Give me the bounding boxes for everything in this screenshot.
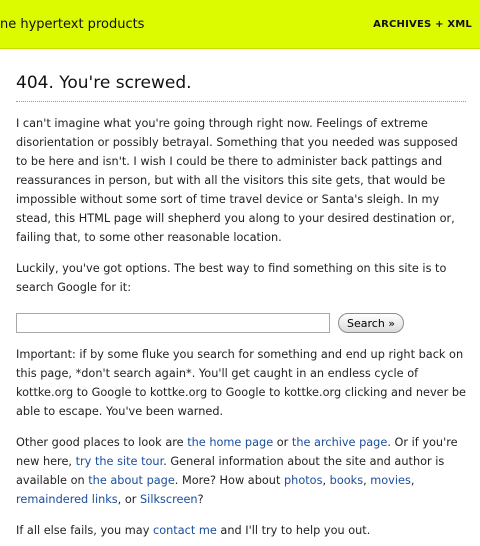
site-tour-link[interactable]: try the site tour <box>75 455 164 468</box>
home-page-link[interactable]: the home page <box>187 436 274 449</box>
warning-paragraph: Important: if by some fluke you search for something and end up right back on this page, *don't search again*. You'll get caught in an endless cycle of kottke.org to Google to kottke.org to Google to kottke.org clicking and never be able to escape. You've been warned. <box>16 348 466 418</box>
contact-me-link[interactable]: contact me <box>153 524 217 537</box>
text-segment: . More? How about <box>174 474 284 487</box>
other-places-paragraph <box>16 433 466 509</box>
text-segment: , or <box>117 493 141 506</box>
text-segment: Other good places to look are <box>16 436 188 449</box>
text-segment: , <box>410 474 415 487</box>
page-title: 404. You're screwed. <box>16 73 466 102</box>
text-segment: . General information about the site and author is available on <box>16 455 445 487</box>
text-segment: ? <box>197 493 204 506</box>
text-segment: , <box>322 474 330 487</box>
movies-link[interactable]: movies <box>370 474 411 487</box>
options-paragraph: Luckily, you've got options. The best way to find something on this site is to search Google for it: <box>16 262 447 294</box>
search-input[interactable] <box>16 313 330 333</box>
site-brand[interactable]: ne hypertext products <box>0 16 145 32</box>
search-button[interactable]: Search » <box>338 313 404 333</box>
text-segment: or <box>273 436 292 449</box>
text-segment: , <box>363 474 371 487</box>
silkscreen-link[interactable]: Silkscreen <box>140 493 198 506</box>
intro-paragraph: I can't imagine what you're going through right now. Feelings of extreme disorientation or possibly betrayal. Something that you needed was supposed to be here and isn't. I wish I could be there to administer back pattings and reassurances in person, but with all the visitors this site gets, that would be impossible without some sort of time travel device or Santa's sleigh. In my stead, this HTML page will shepherd you along to your desired destination or, failing that, to some other reasonable location. <box>16 117 458 244</box>
archive-page-link[interactable]: the archive page <box>291 436 388 449</box>
site-header <box>0 0 480 49</box>
text-segment: and I'll try to help you out. <box>216 524 371 537</box>
main-content <box>0 73 480 540</box>
books-link[interactable]: books <box>329 474 364 487</box>
about-page-link[interactable]: the about page <box>88 474 175 487</box>
text-segment: . Or if you're new here, <box>16 436 458 468</box>
text-segment: If all else fails, you may <box>16 524 154 537</box>
photos-link[interactable]: photos <box>283 474 323 487</box>
archives-xml-link[interactable]: ARCHIVES + XML <box>373 18 472 30</box>
remaindered-links-link[interactable]: remaindered links <box>16 493 118 506</box>
search-form <box>16 313 466 333</box>
contact-paragraph <box>16 521 466 540</box>
